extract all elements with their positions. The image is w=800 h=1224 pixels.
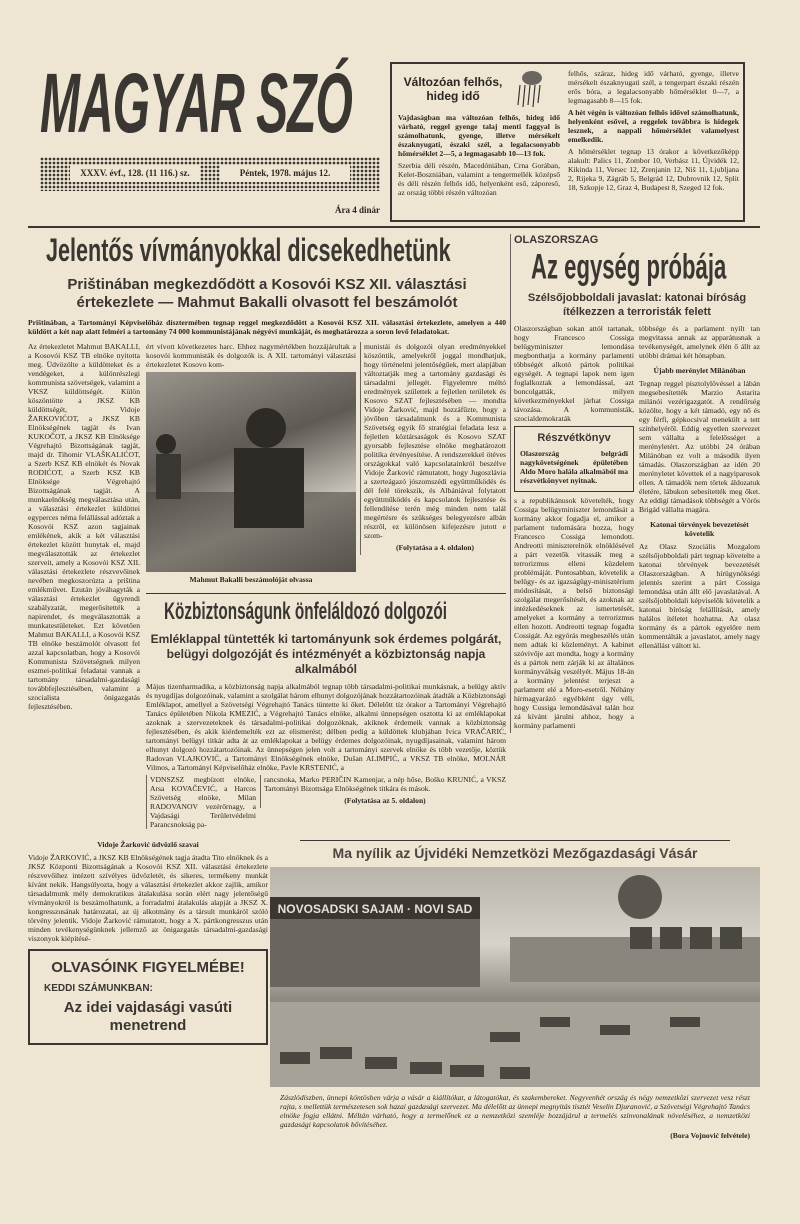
lead-headline: Jelentős vívmányokkal dicsekedhetünk <box>46 232 451 270</box>
fair-headline: Ma nyílik az Újvidéki Nemzetközi Mezőgazdasági Vásár <box>332 845 698 861</box>
italy-kicker: OLASZORSZAG <box>514 234 599 246</box>
notice-title: OLVASÓINK FIGYELMÉBE! <box>51 959 245 976</box>
milan-text: Tegnap reggel pisztolylövéssel a lábán megsebesítették Marzio Astarita milánói vezérigazgatót. A rendőrség közölte, hogy a két támadó, egy nő és egy férfi, gépkocsival menekült a tett színhelyéről. Eddig egyetlen szervezet sem vállalta a felelősséget a merényletért. Az utóbbi 24 órában Milánóban ez volt a második ilyen támadás. Olaszországban az idén 20 merényletet követtek el a nagyiparosok ellen. A támadók nem törtek áldozatuk életére, lábukon sebesítették meg őket. Az eddigi támadások többségét a Vörös Brigád vállalta magára. <box>639 379 760 514</box>
masthead <box>28 58 383 222</box>
italy-area <box>510 234 760 733</box>
security-column: VDNSZSZ megbízott elnöke, Arsa KOVAČEVIĆ, a Harcos Szövetség elnöke, Milan RADOVANOV vezérőrnagy, a Vajdasági Területvédelmi Parancsnokság pa- <box>146 775 256 829</box>
lead-intro: Prištinában, a Tartományi Képviselőház dísztermében tegnap reggel megkezdődött a Kosovói KSZ XII. választási értekezlete, amelyen a 440 küldött a két nap alatt felméri a tartomány 74 000 kommunistájának négyévi munkáját, és meghatározza a soron levő feladatokat. <box>28 318 506 336</box>
lead-area <box>28 234 506 832</box>
lead-column: Az értekezletet Mahmut BAKALLI, a Kosovói KSZ TB elnöke nyitotta meg. Üdvözölte a küldötteket és a vendégeket, a különrészlegi kommunista szövetségek, valamint a VKSZ küldöttségét. Külön köszöntötte a JKSZ KB küldöttségét, Vidoje ŽARKOVIĆOT, a JKSZ KB Elnökségének tagját és Ivan KUKOČOT, a JKSZ KB Elnöksége Végrehajtó Bizottságának tagját, majd dr. Tihomir VLAŠKALIĆOT, a Szerb KSZ KB elnökét és Novak RODIĆOT, a Szerb KSZ KB Elnöksége Végrehajtó Bizottságának tagját. A munkaelnökség megválasztása után, a választási értekezlet küldöttei egyperces néma felállással adóztak a Kosovói KSZ azon tagjainak emlékének, akik a két választási értekezlet között hunytak el, majd megválasztották az értekezlet szerveit, amely a Kosovói KSZ XII. választási értekezlete részvevőinek nevében megkoszorúzta a priština emlékművet. Ezután jóváhagyták a választási értekezlet ügyrendi szabályzatát, megerősítették a napirendet, és megválasztották a munkatestületeket. Ezt követően Mahmut BAKALLI, a Kosovói KSZ TB elnöke beszámolót olvasott fel azzal kapcsolatban, hogy a Kosovói Kommunista Szövetségnek milyen eszmei-politikai feladatai vannak a tartomány társadalmi-gazdasági továbbfejlesztésében, valamint a szocialista önigazgatás fejlesztésében. <box>28 342 141 711</box>
issue-number: XXXV. évf., 128. (11 116.) sz. <box>70 165 200 182</box>
divider <box>300 840 730 841</box>
lead-subhead: Prištinában megkezdődött a Kosovói KSZ XII. választási értekezlete — Mahmut Bakalli olvasott fel beszámolót <box>67 276 467 311</box>
italy-column: Olaszországban sokan attól tartanak, hogy Francesco Cossiga belügyminiszter lemondása megbonthatja a kormány parlamenti többségét alkotó pártok politikai egységét. A tegnapi lapok nem igen foglalkoztak a lemondással, azt boncolgatták, milyen következményekkel járhat Cossiga távozása. A kommunisták, szocialdemokraták <box>514 324 634 423</box>
fair-photo <box>270 867 760 1087</box>
photo-caption: Mahmut Bakalli beszámolóját olvassa <box>189 575 313 584</box>
security-headline: Közbiztonságunk önfeláldozó dolgozói <box>164 598 448 625</box>
divider <box>146 593 506 594</box>
notice-kicker: KEDDI SZÁMUNKBAN: <box>44 983 153 994</box>
weather-paragraph: A hét végén is változóan felhős idővel számolhatunk, helyenként esővel, a reggelek továbbra is hidegek lesznek, a nappali hőmérséklet valamelyest emelkedik. <box>568 108 739 144</box>
italy-column: s a republikánusok követelték, hogy Cossiga belügyminiszter lemondását a kormány akkor fogadja el, amikor a parlament tudomására hozza, hogy Francesco Cossiga lemondott. Andreotti miniszterelnök elnöklésével a párt vezetők vitassák meg a terrorizmus elleni küzdelem problémáját. Pontosabban, követelik a belügy- és az igazságügy-minisztérium módosítását, a belső biztonsági szolgálat megerősítését, és azoknak az intézkedéseknek az ismertetését, amelyeket a kormány a terrorizmus ellen hozott. Andreotti tegnap fogadta Cossigát. Az egyórás megbeszélés után nem adtak ki közleményt. A kabinet szóvivője azt mondta, hogy a kormány és a pártok nem zárják ki az általános kormányválság veszélyét. Május 18-án a kormány jelentést terjeszt a parlament elé a Moro-esetről. Néhány hírmagyarázó egyébként úgy véli, hogy Cossiga lemondásával talán hoz zá kívánt járulni ahhoz, hogy a kormány parlamenti <box>514 496 634 730</box>
photo-credit: (Bora Vojnović felvétele) <box>670 1131 750 1140</box>
fair-area <box>270 840 760 1143</box>
masthead-logo: MAGYAR SZÓ <box>40 58 352 152</box>
bakalli-photo <box>146 372 356 572</box>
martial-law-subhead: Katonai törvények bevezetését követelik <box>650 520 749 538</box>
condolence-text: Olaszország belgrádi nagykövetségének épületében Aldo Moro halála alkalmából ma részvétkönyvet nyitnak. <box>520 449 628 485</box>
security-subhead: Emléklappal tüntették ki tartományunk sok érdemes polgárát, belügyi dolgozóját és intézményét a közbiztonság napja alkalmából <box>150 632 502 676</box>
lead-column: munistái és dolgozói olyan eredményekkel köszöntik, amelyekről joggal mondhatjuk, hogy történelmi jelentőségűek, mert alapjában változtatják meg a tartomány gazdasági és társadalmi jellegét. Figyelemre méltó eredmények születtek a fejletlen területek és Kosovo SZAT fejlesztésében — mondta Vidoje Žarković, majd hozzáfűzte, hogy a jövőben társadalmunk és a Kommunista Szövetség egyik fő stratégiai feladata lesz a fejletlen köztársaságok és Kosovo SZAT gyorsabb fejlesztése elnöke meghatározott politika érvényesítése. A rendszerekkel ötéves országokkal való kapcsolatainkról beszélve Vidoje Žarković rámutatott, hogy Jugoszlávia a szerteágazó jószomszédi együttműködés és dél felé törekszik, és Albániával folytatott együttműködés és kapcsolatok fejlesztése és fellendítése terén még minden nem talál megértésre és szükséges belegyezésre albán részről, ez különösen kifejezésre jutott e szom- <box>364 342 506 540</box>
weather-lead: Vajdaságban ma változóan felhős, hideg idő várható, reggel gyenge talaj menti faggyal is számolhatunk, gyenge, illetve mérsékelt északnyugati, északi szél, a legalacsonyabb hőmérséklet 2—5, a legmagasabb 10—13 fok. <box>398 113 560 158</box>
zarkovic-subhead: Vidoje Žarković üdvözlő szavai <box>97 840 199 849</box>
masthead-dotted-band <box>40 157 380 191</box>
condolence-box <box>514 426 634 492</box>
lead-continued: (Folytatása a 4. oldalon) <box>395 543 475 552</box>
lead-column: ért vívott következetes harc. Ehhez nagymértékben hozzájárultak a kosovói kommunisták és dolgozók is. A XII. tartományi választási értekezletet Kosovo kom- <box>146 342 356 369</box>
issue-date: Péntek, 1978. május 12. <box>220 165 350 182</box>
rain-cloud-icon <box>514 69 544 109</box>
weather-paragraph: felhős, száraz, hideg idő várható, gyenge, illetve mérsékelt északnyugati szél, a tengerpart északi részén erős bóra, a legalacsonyabb hőmérséklet 0—7, a legmagasabb 8—15 fok. <box>568 69 739 105</box>
bottom-section <box>28 840 760 1143</box>
header <box>28 58 760 222</box>
weather-box <box>390 62 745 222</box>
middle-section <box>28 234 760 832</box>
fair-caption: Zászlódíszben, ünnepi köntösben várja a vásár a kiállítókat, a látogatókat, és szakembereket. Negyvenhét ország és négy nemzetközi szervezet vesz részt rajta, s mellettük természetesen sok hazai gazdasági szervezet. Ma délelőtt az ünnepi megnyitás tisztét Veselin Djuranović, a Szövetségi Végrehajtó Tanács elnöke fogja ellátni. Méltán várható, hogy a termelőnek ez a nemzetközi szemléje hozzájárul a termelés színvonalának növeléséhez, a nemzetközi gazdasági kapcsolatok bővítéséhez. <box>280 1093 750 1129</box>
security-column: Május tizenharmadika, a közbiztonság napja alkalmából tegnap több társadalmi-politikai munkásnak, a belügy aktív és nyugdíjas dolgozóinak, valamint a szolgálat három elhunyt dolgozójának hozzátartozóinak átadták a Közbiztonsági Emléklapot, amellyel a Szövetségi Végrehajtó Tanács tüntette ki őket. Délelőtt tíz órakor a Tartományi Végrehajtó Tanács épületében Nikola KMEZIĆ, a Végrehajtó Tanács elnöke, alkalmi ünnepségen osztotta ki az emléklapokat azoknak a szervezeteknek és társadalmi-politikai dolgozóknak, akiknek érdemeik vannak a közbiztonság fejlesztésében, és akik kiérdemelték ezt az elismerést; délben pedig a küldöttek klubjában Ivica VRAČARIĆ, tartományi belügyi titkár adta át az emléklapokat a belügy érdemes dolgozóinak, nyugdíjasainak, valamint három elhunyt dolgozó hozzátartozóinak. Az ünnepségen jelen volt a tartományi szervek elnöke és több vezetője, köztük Radovan VLAJKOVIĆ, a Tartományi Elnökségének elnöke, Dušan ALIMPIĆ, a VKSZ TB elnöke, MOLNÁR Vilmos, a Tartományi Képviselőház elnöke, Pavle KRSTENIĆ, a <box>146 682 506 772</box>
italy-column: többsége és a parlament nyílt tan megvitassa annak az apparátusnak a tevékenységét, amelynek élén ő állt az utóbbi drámai két hónapban. <box>639 324 760 360</box>
notice-box <box>28 949 268 1045</box>
zarkovic-text: Vidoje ŽARKOVIĆ, a JKSZ KB Elnökségének tagja átadta Tito elnöknek és a JKSZ Központi Bizottságának a Kosovói KSZ XII. választási értekezlete részvevőihez intézett szívélyes üdvözletét, és sikeres, termékeny munkát kívánt nekik. Hangsúlyozta, hogy a választási értekezlet akkor zajlik, amikor társadalmunk mély demokratikus átalakulása során elért nagy jelentőségű vívmányokról is beszámolhatunk, a forradalmi átalakulás alapját a JKSZ X. kongresszusának határozatai, az új alkotmány és a társult munkáról szóló törvény jelentik. Vidoje Žarković rámutatott, hogy a X. pártkongresszus után minden tevékenységünknek jellemző az önigazgatás társadalmi-gazdasági viszonyok kiépítésé- <box>28 853 268 943</box>
weather-temperatures: A hőmérséklet tegnap 13 órakor a következőképp alakult: Palics 11, Zombor 10, Verbász 11, Újvidék 12, Kikinda 11, Versec 12, Zrenjanin 12, Niš 11, Ljubljana 2, Rijeka 9, Zágráb 5, Belgrád 12, Dubrovnik 12, Split 18, Szkopje 12, Graz 4, Budapest 8, Szeged 12 fok. <box>568 147 739 192</box>
italy-headline: Az egység próbája <box>531 246 727 287</box>
weather-paragraph: Szerbia déli részén, Macedóniában, Crna Gorában, Kelet-Boszniában, valamint a tengermellék középső és déli részén felhős idő, helyenként eső, záporeső, az ország többi részén változóan <box>398 161 560 197</box>
fair-photo-sign: NOVOSADSKI SAJAM · NOVI SAD <box>277 902 473 916</box>
italy-subhead: Szélsőjobboldali javaslat: katonai bíróság ítélkezzen a terroristák felett <box>527 292 747 318</box>
divider <box>28 226 760 228</box>
security-continued: (Folytatása az 5. oldalon) <box>344 796 426 805</box>
martial-law-text: Az Olasz Szociális Mozgalom szélsőjobboldali párt tegnap követelte a katonai törvények bevezetését Olaszországban. A hírügynökségi jelentés szerint a párt Cossiga lemondása után állt elő javaslatával. A szélsőjobboldali képviselők követelik a katonai bíróság felállítását, amely halálos ítéletet hozhatna. Az olasz kormány és a pártok egyelőre nem kommentálták a javaslatot, amely nagy ellenállást váltott ki. <box>639 542 760 650</box>
notice-text: Az idei vajdasági vasúti menetrend <box>63 999 233 1034</box>
milan-subhead: Újabb merénylet Milánóban <box>653 366 746 375</box>
weather-title: Változóan felhős, hideg idő <box>403 75 503 103</box>
security-column: rancsnoka, Marko PERIČIN Kamenjar, a nép hőse, Boško KRUNIĆ, a VKSZ Tartományi Bizottsága Elnökségének titkára és mások. <box>264 775 506 793</box>
price: Ára 4 dinár <box>335 205 380 215</box>
condolence-title: Részvétkönyv <box>537 432 611 444</box>
